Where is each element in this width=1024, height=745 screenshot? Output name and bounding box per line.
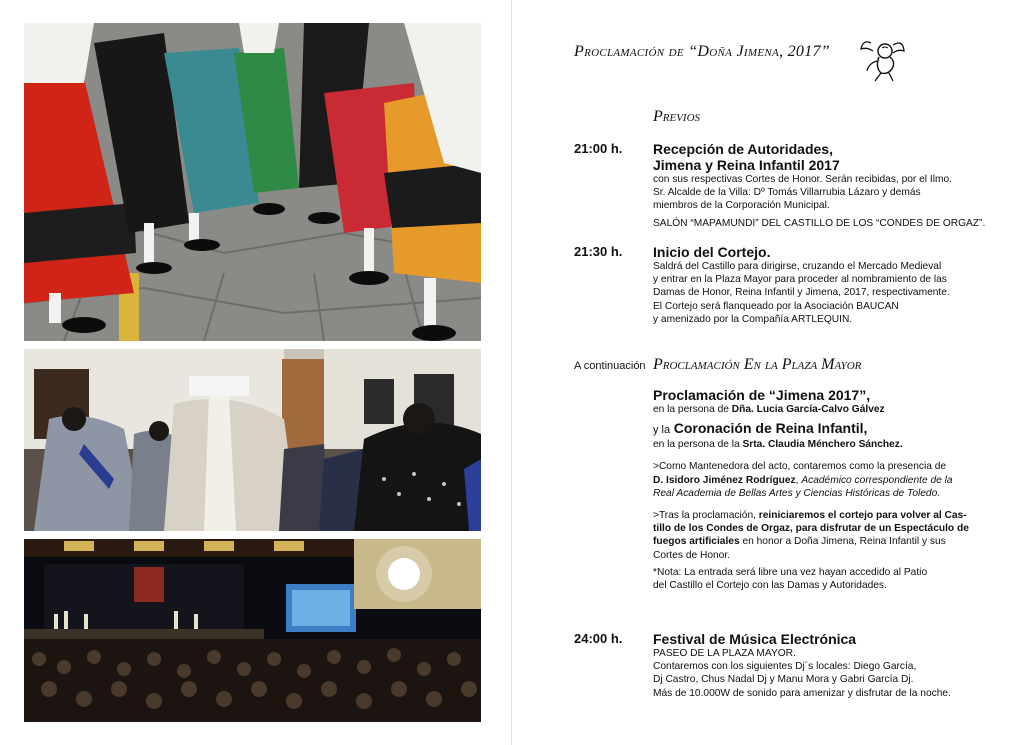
fireworks-bold: reiniciaremos el cortejo para volver al Cas-: [758, 510, 967, 522]
note-line: *Nota: La entrada será libre una vez hayan accedido al Patio: [653, 566, 928, 578]
event-text: y entrar en la Plaza Mayor para proceder al nombramiento de las: [653, 274, 947, 286]
cherub-icon: [857, 33, 907, 83]
event-venue: SALÓN “MAPAMUNDI” DEL CASTILLO DE LOS “CONDES DE ORGAZ”.: [653, 217, 986, 229]
prefix-text: y la: [653, 424, 671, 437]
page-title: Proclamación de “Doña Jimena, 2017”: [574, 43, 830, 60]
festival-text: Contaremos con los siguientes Dj´s locales: Diego García,: [653, 661, 917, 673]
event-text: y amenizado por la Compañía ARTLEQUIN.: [653, 313, 853, 325]
photo-traditional-skirts: [24, 23, 481, 341]
proclamation-block: [653, 387, 998, 592]
person-name: D. Isidoro Jiménez Rodríguez: [653, 474, 796, 486]
event-time-2400: 24:00 h.: [574, 631, 623, 646]
previos-heading: Previos: [653, 108, 701, 125]
proclamation-heading: Proclamación de “Jimena 2017”,: [653, 387, 871, 403]
fireworks-line: [653, 535, 998, 548]
right-page-program: [512, 0, 1024, 745]
fireworks-line: tillo de los Condes de Orgaz, para disfrutar de un Espectáculo de: [653, 523, 969, 535]
coronation-person: [653, 438, 998, 451]
event-heading: Inicio del Cortejo.: [653, 244, 771, 260]
event-reception: [653, 141, 998, 230]
fireworks-text: en honor a Doña Jimena, Reina Infantil y sus: [739, 536, 946, 548]
event-text: con sus respectivas Cortes de Honor. Serán recibidas, por el Ilmo.: [653, 174, 952, 185]
event-text: El Cortejo será flanqueado por la Asociación BAUCAN: [653, 300, 899, 312]
note-line: del Castillo el Cortejo con las Damas y Autoridades.: [653, 580, 887, 592]
plaza-mayor-heading: Proclamación En la Plaza Mayor: [653, 356, 862, 373]
mantenedor-line: >Como Mantenedora del acto, contaremos como la presencia de: [653, 461, 947, 473]
event-text: Saldrá del Castillo para dirigirse, cruzando el Mercado Medieval: [653, 261, 942, 272]
event-text: miembros de la Corporación Municipal.: [653, 200, 830, 212]
prefix-text: en la persona de: [653, 404, 729, 415]
coronation-title: Coronación de Reina Infantil,: [673, 420, 868, 437]
coronation-heading: [653, 420, 998, 438]
person-name: Dña. Lucia García-Calvo Gálvez: [731, 404, 885, 415]
left-page-photos: [0, 0, 510, 745]
event-heading: Recepción de Autoridades,: [653, 141, 833, 157]
fireworks-text: >Tras la proclamación,: [653, 510, 759, 522]
fireworks-line: [653, 509, 998, 522]
event-text: Sr. Alcalde de la Villa: Dº Tomás Villarrubia Lázaro y demás: [653, 187, 921, 199]
academic-title: Académico correspondiente de la: [801, 474, 953, 486]
photo-procession-street: [24, 349, 481, 531]
event-heading: Jimena y Reina Infantil 2017: [653, 157, 840, 173]
fireworks-bold: fuegos artificiales: [653, 536, 740, 548]
event-text: Damas de Honor, Reina Infantil y Jimena, 2017, respectivamente.: [653, 287, 950, 299]
academy-line: Real Academia de Bellas Artes y Ciencias Históricas de Toledo.: [653, 487, 941, 499]
mantenedor-detail: D. Isidoro Jiménez Rodríguez, Académico correspondiente de la: [653, 474, 953, 486]
prefix-text: en la persona de la: [653, 439, 740, 451]
event-festival: [653, 631, 998, 700]
event-time-2100: 21:00 h.: [574, 141, 623, 156]
person-name: Srta. Claudia Ménchero Sánchez.: [742, 439, 903, 451]
fireworks-line: Cortes de Honor.: [653, 549, 731, 561]
festival-heading: Festival de Música Electrónica: [653, 631, 857, 647]
festival-text: Más de 10.000W de sonido para amenizar y disfrutar de la noche.: [653, 687, 951, 699]
photo-night-stage-crowd: [24, 539, 481, 722]
event-cortejo: [653, 244, 998, 326]
event-time-2130: 21:30 h.: [574, 244, 623, 259]
festival-text: PASEO DE LA PLAZA MAYOR.: [653, 648, 796, 659]
continuation-intro: A continuación: [574, 360, 646, 372]
proclamation-person: [653, 403, 998, 416]
festival-text: Dj Castro, Chus Nadal Dj y Manu Mora y Gabri García Dj.: [653, 674, 914, 686]
